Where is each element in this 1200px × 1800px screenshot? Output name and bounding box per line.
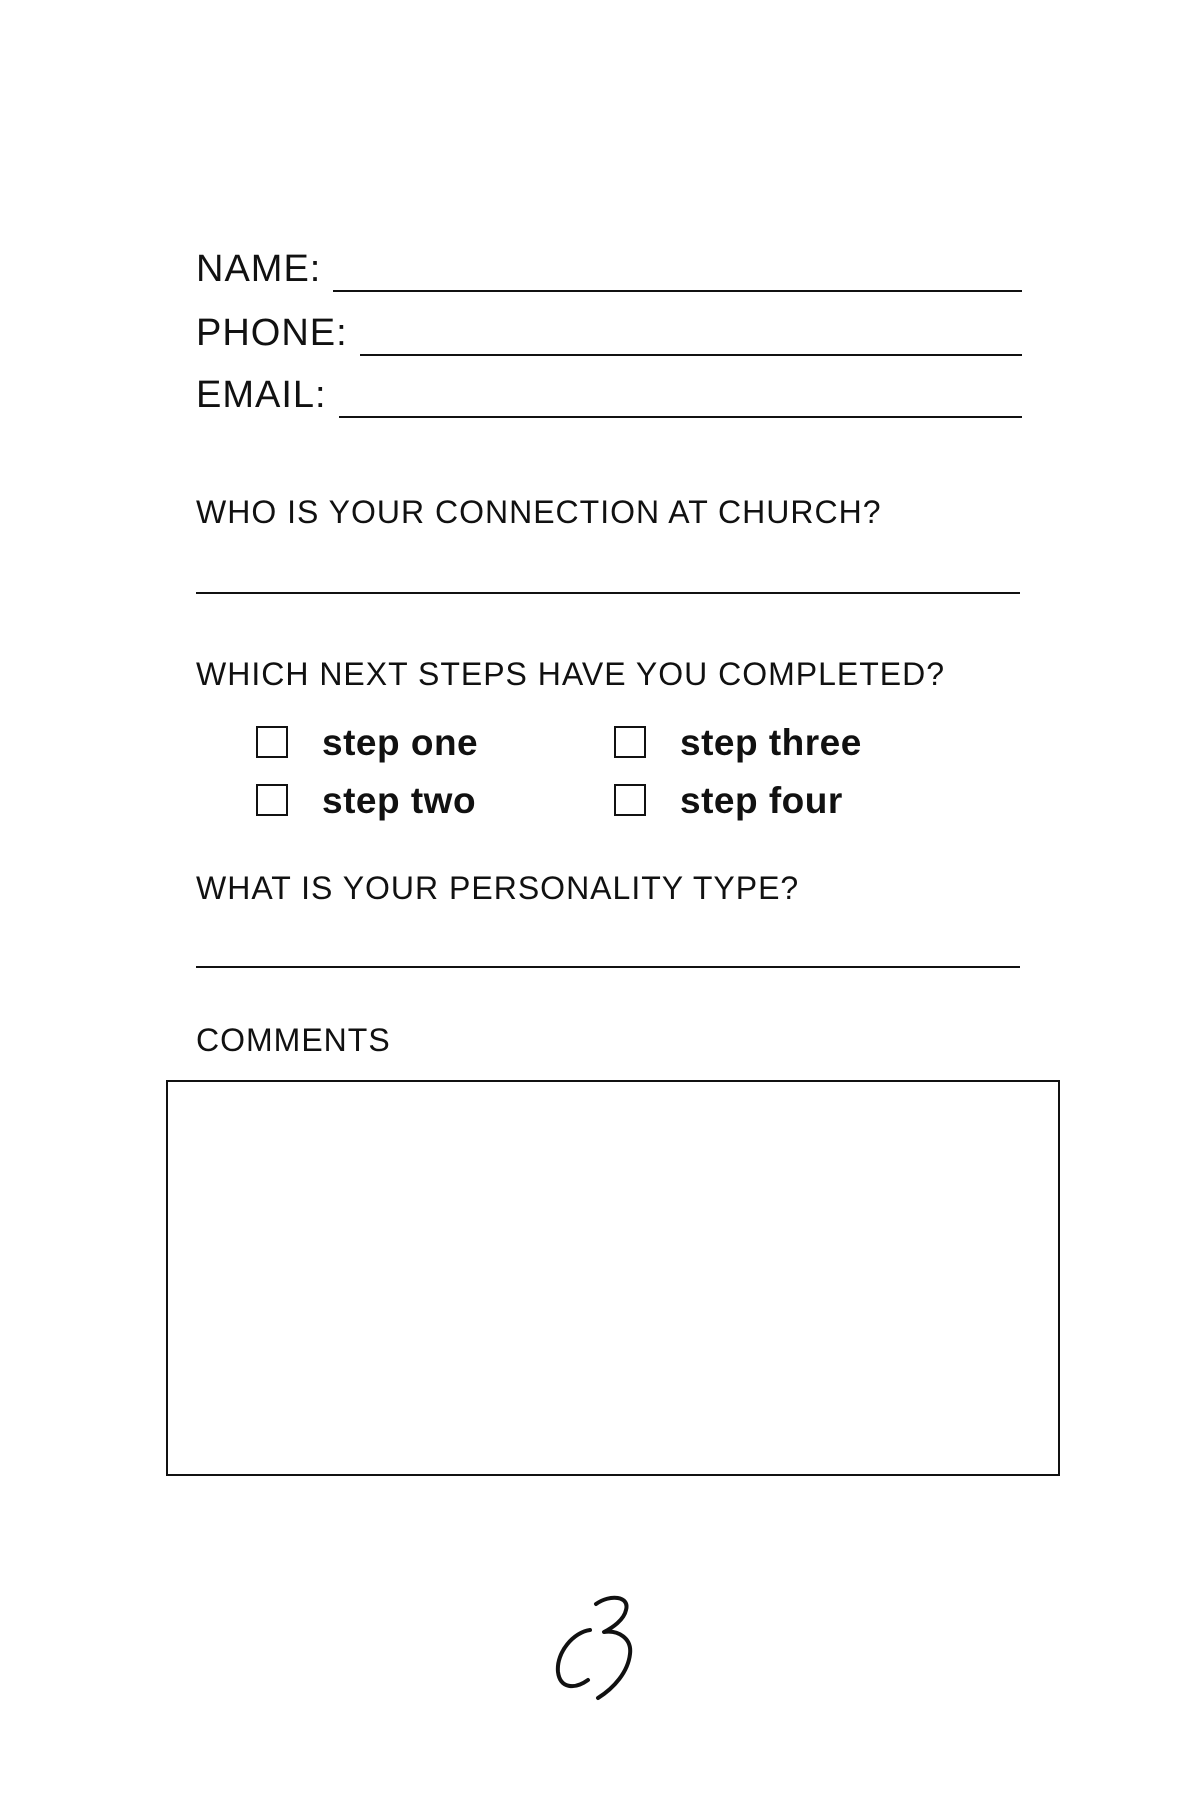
next-steps-question: WHICH NEXT STEPS HAVE YOU COMPLETED? — [196, 656, 946, 692]
step-one-checkbox[interactable] — [256, 726, 288, 758]
phone-field[interactable] — [360, 318, 1022, 356]
name-label: NAME: — [196, 248, 322, 290]
step-one-label: step one — [322, 721, 479, 763]
comments-textarea[interactable] — [166, 1080, 1060, 1476]
email-field[interactable] — [339, 380, 1022, 418]
connection-question: WHO IS YOUR CONNECTION AT CHURCH? — [196, 494, 882, 530]
c3-logo-icon — [552, 1580, 652, 1710]
email-label: EMAIL: — [196, 374, 327, 416]
step-two-option[interactable] — [256, 780, 476, 820]
step-three-label: step three — [680, 721, 862, 763]
step-four-option[interactable] — [614, 780, 843, 820]
step-two-label: step two — [322, 779, 477, 821]
step-two-checkbox[interactable] — [256, 784, 288, 816]
name-field[interactable] — [333, 254, 1022, 292]
connection-field[interactable] — [196, 554, 1020, 594]
step-four-label: step four — [680, 779, 843, 821]
step-three-option[interactable] — [614, 722, 862, 762]
phone-row — [196, 296, 1022, 356]
step-three-checkbox[interactable] — [614, 726, 646, 758]
step-four-checkbox[interactable] — [614, 784, 646, 816]
name-row — [196, 232, 1022, 292]
comments-label: COMMENTS — [196, 1022, 391, 1058]
personality-field[interactable] — [196, 928, 1020, 968]
email-row — [196, 358, 1022, 418]
step-one-option[interactable] — [256, 722, 478, 762]
phone-label: PHONE: — [196, 312, 348, 354]
personality-question: WHAT IS YOUR PERSONALITY TYPE? — [196, 870, 800, 906]
